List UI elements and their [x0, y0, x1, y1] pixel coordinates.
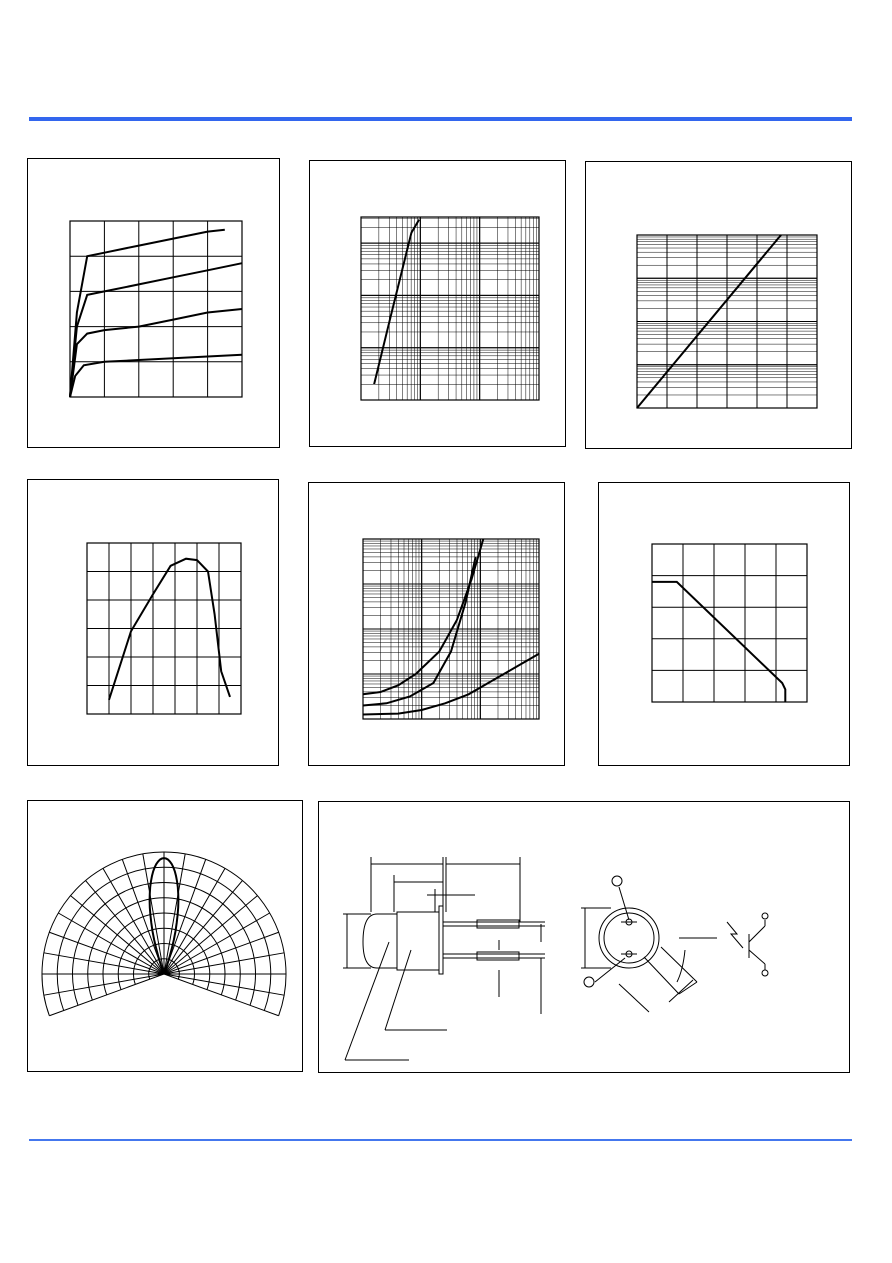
chart-panel-5: [308, 482, 565, 766]
plot-frame: [70, 221, 242, 397]
polar-spoke: [44, 974, 164, 995]
chart-panel-1: [27, 158, 280, 448]
plot-frame: [652, 544, 807, 702]
chart-panel-2: [309, 160, 566, 447]
series-line-1: [109, 559, 230, 700]
chart-1-output-characteristics: [28, 159, 281, 449]
chart-4-spectral-response: [28, 480, 280, 767]
chart-panel-6: [598, 482, 850, 766]
plot-frame: [361, 217, 539, 400]
series-line-3: [70, 309, 242, 397]
chart-panel-7: [27, 800, 303, 1072]
package-drawing-panel: [318, 801, 850, 1073]
polar-spoke: [164, 974, 279, 1016]
series-line-1: [652, 582, 785, 702]
chart-7-polar-radiation: [28, 801, 304, 1073]
package-outline-drawing: [319, 802, 851, 1074]
chart-5-log-log-multi: [309, 483, 566, 767]
chart-3-semilog: [586, 162, 853, 450]
chart-panel-3: [585, 161, 852, 449]
series-line-4: [70, 355, 242, 397]
chart-6-derating: [599, 483, 851, 767]
chart-panel-4: [27, 479, 279, 766]
top-accent-rule: [29, 117, 852, 121]
series-line-2: [70, 263, 242, 397]
polar-spoke: [49, 974, 164, 1016]
bottom-rule: [29, 1139, 852, 1141]
chart-2-log-log: [310, 161, 567, 448]
polar-spoke: [164, 974, 284, 995]
